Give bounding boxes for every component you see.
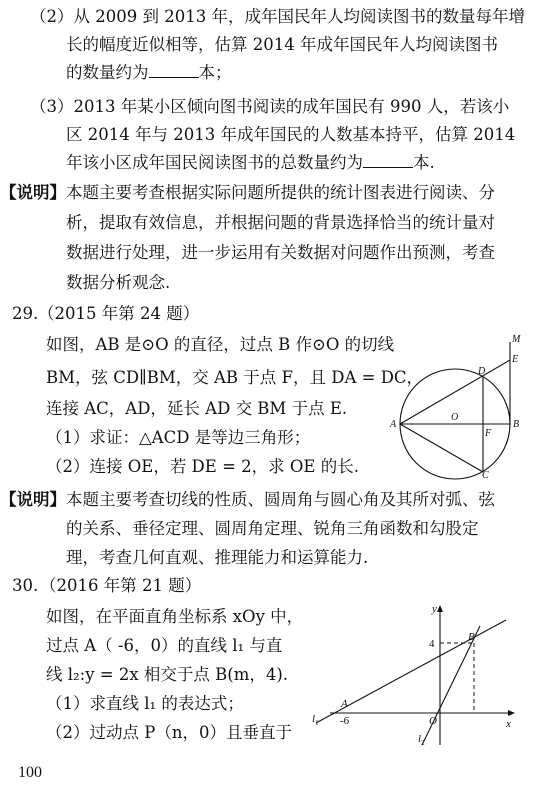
- q30-line4: （1）求直线 l₁ 的表达式；: [46, 694, 244, 713]
- q28-part3-line2: 区 2014 年与 2013 年成年国民的人数基本持平，估算 2014: [66, 125, 516, 144]
- note2-line3: 理，考查几何直观、推理能力和运算能力.: [66, 548, 369, 567]
- q29-number: 29.: [12, 304, 39, 323]
- q28-part2-line1: （2）从 2009 到 2013 年，成年国民年人均阅读图书的数量每年增: [30, 7, 525, 26]
- q28-part3-line3-end: 本.: [413, 153, 435, 172]
- label-M: M: [512, 334, 521, 345]
- label-O: O: [429, 715, 437, 727]
- q30-line3: 线 l₂:y = 2x 相交于点 B(m，4).: [46, 665, 289, 684]
- note1-line1: 本题主要考查根据实际问题所提供的统计图表进行阅读、分: [66, 183, 495, 202]
- q30-line5: （2）过动点 P（n，0）且垂直于: [46, 723, 292, 742]
- label-F: F: [485, 428, 492, 439]
- label-l2: $l_2$: [418, 733, 425, 747]
- label-B: B: [513, 419, 520, 430]
- note2-line2: 的关系、垂径定理、圆周角定理、锐角三角函数和勾股定: [66, 519, 479, 538]
- label-E: E: [512, 354, 519, 365]
- q29-line1: 如图，AB 是⊙O 的直径，过点 B 作⊙O 的切线: [46, 335, 395, 354]
- q30-number: 30.: [12, 576, 39, 595]
- q29-line5: （2）连接 OE，若 DE = 2，求 OE 的长.: [46, 457, 359, 476]
- q28-part3-line3: [66, 152, 435, 174]
- note2-line1: 本题主要考查切线的性质、圆周角与圆心角及其所对弧、弦: [66, 490, 495, 509]
- q28-part2-line3-end: 本；: [198, 63, 232, 82]
- q29-line3: 连接 AC，AD，延长 AD 交 BM 于点 E.: [46, 399, 348, 418]
- q30-line2: 过点 A（ -6，0）的直线 l₁ 与直: [46, 636, 283, 655]
- note2-tag: 【说明】: [0, 490, 66, 509]
- label-A: A: [341, 698, 348, 710]
- q28-part3-line1: （3）2013 年某小区倾向图书阅读的成年国民有 990 人，若该小: [30, 97, 510, 116]
- label-y: y: [432, 603, 437, 615]
- q29-line2: BM，弦 CD∥BM，交 AB 于点 F，且 DA = DC，: [46, 368, 424, 387]
- q30-source: （2016 年第 21 题）: [40, 576, 202, 595]
- note1-line2: 析，提取有效信息，并根据问题的背景选择恰当的统计量对: [66, 213, 495, 232]
- label-x: x: [506, 718, 511, 730]
- note1-line3: 数据进行处理，进一步运用有关数据对问题作出预测，考查: [66, 243, 495, 262]
- q28-part3-line3-text: 年该小区成年国民阅读图书的总数量约为: [66, 153, 363, 172]
- page-number: 100: [18, 764, 42, 781]
- note1-tag: 【说明】: [0, 183, 66, 202]
- label-neg6: -6: [340, 715, 350, 727]
- label-l1: $l_1$: [312, 713, 319, 727]
- label-O: O: [451, 412, 459, 423]
- label-A: A: [390, 419, 397, 430]
- answer-blank: [149, 63, 199, 78]
- q29-source: （2015 年第 24 题）: [38, 304, 200, 323]
- circle-figure: [385, 330, 525, 480]
- q28-part2-line2: 长的幅度近似相等，估算 2014 年成年国民年人均阅读图书: [66, 35, 498, 54]
- answer-blank: [363, 153, 413, 168]
- label-B: B: [468, 631, 475, 643]
- q28-part2-line3-text: 的数量约为: [66, 63, 149, 82]
- q28-part2-line3: [66, 62, 232, 84]
- label-D: D: [478, 366, 486, 377]
- note1-line4: 数据分析观念.: [66, 273, 171, 292]
- coordinate-figure: [310, 600, 520, 750]
- q29-line4: （1）求证：△ACD 是等边三角形；: [46, 428, 311, 447]
- q30-line1: 如图，在平面直角坐标系 xOy 中，: [46, 607, 304, 626]
- label-C: C: [482, 470, 489, 481]
- label-4: 4: [429, 638, 435, 650]
